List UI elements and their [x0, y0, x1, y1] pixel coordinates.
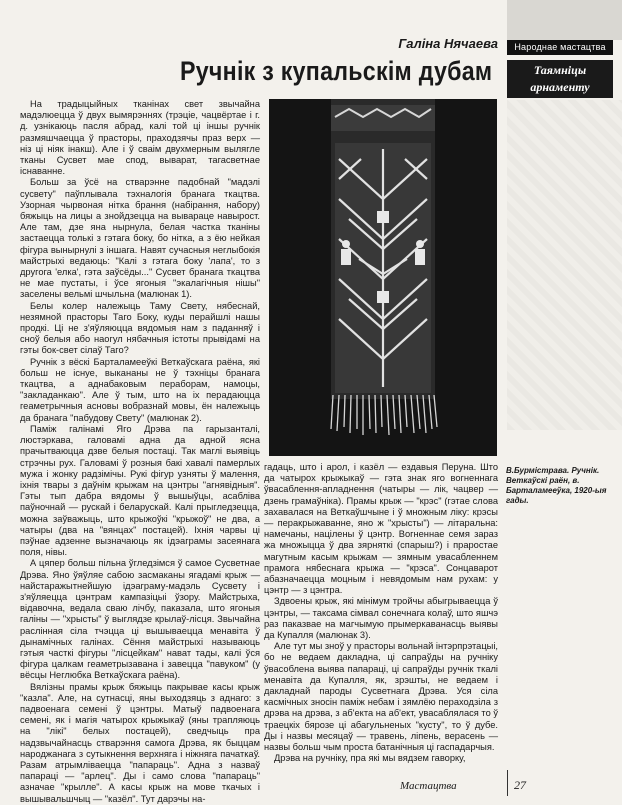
paragraph: Вялізны прамы крыж бяжыць пакрывае касы крыж "казла". Але, на сутнасці, яны выходзяць з аднаго: з падвоенага семені ў цэнтры. Матыў падвоенага семені, як і магія чатырох крыжыкаў (яны трапляюць на "лікі" белых постацей), сведчыць пра надзвычайнасць стварэння самога Дрэва, як быццам народжанага з сутыкнення верхняга і ніжняга пачаткаў. Разам атрымліваецца "папараць". Адна з назваў папараці — "арлец". Ды і само слова "папараць" азначае "крылле". А касы крыж на мове ткачых і вышывальшчыц — "казёл". Тут дарэчы на-	[20, 681, 260, 804]
article-title: Ручнік з купальскім дубам	[180, 56, 493, 86]
paragraph: Здвоены крыж, які мінімум тройчы абыгрываецца ў цэнтры, — таксама сімвал сонечнага колаў, што яшчэ раз паказвае на магчымую прымеркаванасць выявы да Купалля (малюнак 3).	[264, 596, 498, 641]
paragraph: Дрэва на ручніку, пра які мы вядзем гаворку,	[274, 753, 466, 764]
rubric-tag: Таямніцы арнаменту	[507, 60, 613, 98]
background-ornament	[507, 100, 622, 430]
corner-ornament	[507, 0, 622, 40]
paragraph: Але тут мы зноў у прасторы вольнай інтэрпрэтацыі, бо не ведаем дакладна, ці сапраўды на ручніку ўвасоблена выява папараці, ці сапраўды ручнік ткалі менавіта да Купалля, як, зрэшты, не ведаем і дакладнай пароды Сусветнага Дрэва. Уся сіла касмічных зносін паміж небам і зямлёю пераходзіла з дрэва на дрэва, з аб'екта на аб'ект, увасаблялася то ў траецкіх бярозе ці абагульненых "кусту", то ў дубе. Ды і назвы месяцаў — травень, ліпень, верасень — назвы больш чым проста батанічныя ці гаспадарчыя.	[264, 641, 498, 753]
right-column	[264, 462, 498, 776]
paragraph: Ручнік з вёскі Барталамееўкі Веткаўскага раёна, які больш не існуе, выкананы не ў тэхніцы бранага ткацтва, а аднабаковым пераборам, намоцы, "закладанкаю". Але ў тым, што на іх перадаюцца геаметрычныя асновы вобразнай мовы, ён належыць да бранага "пабудову Свету" (малюнак 2).	[20, 356, 260, 423]
footer-divider	[507, 770, 508, 796]
paragraph: На традыцыйных тканінах свет звычайна мадэлюецца ў двух вымярэннях (трэціе, чацвёртае і г. д. узнікаюць пасля абрад, калі той ці іншы ручнік размяшчаецца ў прасторы, праходзячы праз верх — ніз ці ніяк інакш). Але і ў сваім двухмерным вылягле тканы Сусвет мае спод, выварат, тагасветнае існаванне.	[20, 99, 260, 177]
towel-photo	[269, 99, 497, 456]
paragraph: Больш за ўсё на стварэнне падобнай "мадэлі сусвету" паўплывала тэхналогія бранага ткацтва. Узорная чырвоная нітка брання (набірання, набору) бяжыць на лицы а знойдзецца на вывараце навырост. Але там, дзе яна нырнула, белая частка тканіны застаецца толькі з гэтага боку, бо нітка, а з ёю нейкая фігура вынырнулі з іншага. Навят сучасныя неглыбокія майстрыхі ведаюць: "Калі з гэтага боку 'лапа', то з другога 'елка', гэта заўсёды..." Сусвет бранага ткацтва не мае пустаты, і ўсе ягоныя "экалагічныя нішы" заселены вельмі шчыльна (малюнак 1).	[20, 177, 260, 300]
author-name: Галіна Нячаева	[398, 36, 498, 51]
left-column	[20, 99, 260, 804]
page-number: 27	[514, 778, 526, 792]
section-label: Народнае мастацтва	[507, 40, 613, 55]
paragraph: А цяпер больш пільна ўгледзімся ў самое Сусветнае Дрэва. Яно ўяўляе сабою засмаканы ягадамі крыж — найстаражытнейшую ідэаграму-мадэль Сусвету і з'яўляецца цэнтрам кампазіцыі ўзору. Майстрыха, відавочна, ведала сваю лічбу, паказала, што ягоныя галіны — "хрысты" ў выглядзе крылаў-лісця. Звычайна раслінная сіла тчэцца ці вышываецца менавіта ў дынамічных галінах. Сёння майстрыхі называюць гэтыя часткі фігуры "лісцейкам" нават тады, калі ўся фігура цалкам геаметрызавана і завецца "павуком" (у вёсцы Неглюбка Веткаўскага раёна).	[20, 558, 260, 681]
magazine-name: Мастацтва	[400, 780, 457, 792]
photo-caption: В.Бурмістрава. Ручнік. Веткаўскі раён, в. Барталамееўка, 1920-ыя гады.	[506, 466, 607, 505]
paragraph: Белы колер належыць Таму Свету, нябеснай, незямной прасторы Таго Боку, куды перайшлі нашы продкі. Ці не з'яўляюцца вядомыя нам з паданняў і сноў белыя або наогул нябачныя істоты прывідамі на гэты бок-свет сілаў Таго?	[20, 300, 260, 356]
paragraph: Паміж галінамі Яго Дрэва па гарызанталі, люстэркава, галовамі адна да адной ясна прачытваюцца дзве белыя постаці. Так маглі выявіць стрэчны рух. Галовамі ў розныя бакі хавалі памерлых мужа і жонку радзімічы. Рукі фігур узняты ў малення, іхнія твары з даўнім крыжам на цэнтры "агнявідныя". Гэты тып дабра вядомы ў вышыўцы, асабліва паўночнай — рускай і беларускай. Калі прыгледзецца, можна заўважыць, што крыжоўкі "крыжоў" не два, а чатыры (два на "вянцах" постацей). Іхнія чарвы ці пэўнае адзенне вызначаюць як ідэаграмы засеянага поля, нівы.	[20, 423, 260, 558]
towel-image	[269, 99, 497, 456]
paragraph: гадаць, што і арол, і казёл — ездавыя Перуна. Што да чатырох крыжыкаў — гэта знак яго вогненнага ўвасаблення-апладнення (чатыры — лік, чацвер — дзень грамаўніка). Прамы крыж — "крэс" (гэтае слова захавалася на Веткаўшчыне і ў множным ліку: крэсы — перакрыжаванне, яно ж "хрысты") — літаральна: намечаны, націлены ў цэнтр. Вогненнае семя зараз жа множыцца ў два зярняткі (спарыш?) і праростае магутным касым крыжам — зямным увасабленнем прамога нябеснага крыжа — "крэса". Сонцаварот абазначаецца моцным і невядомым нам рухам: у цэнтр — з цэнтра.	[264, 462, 498, 596]
